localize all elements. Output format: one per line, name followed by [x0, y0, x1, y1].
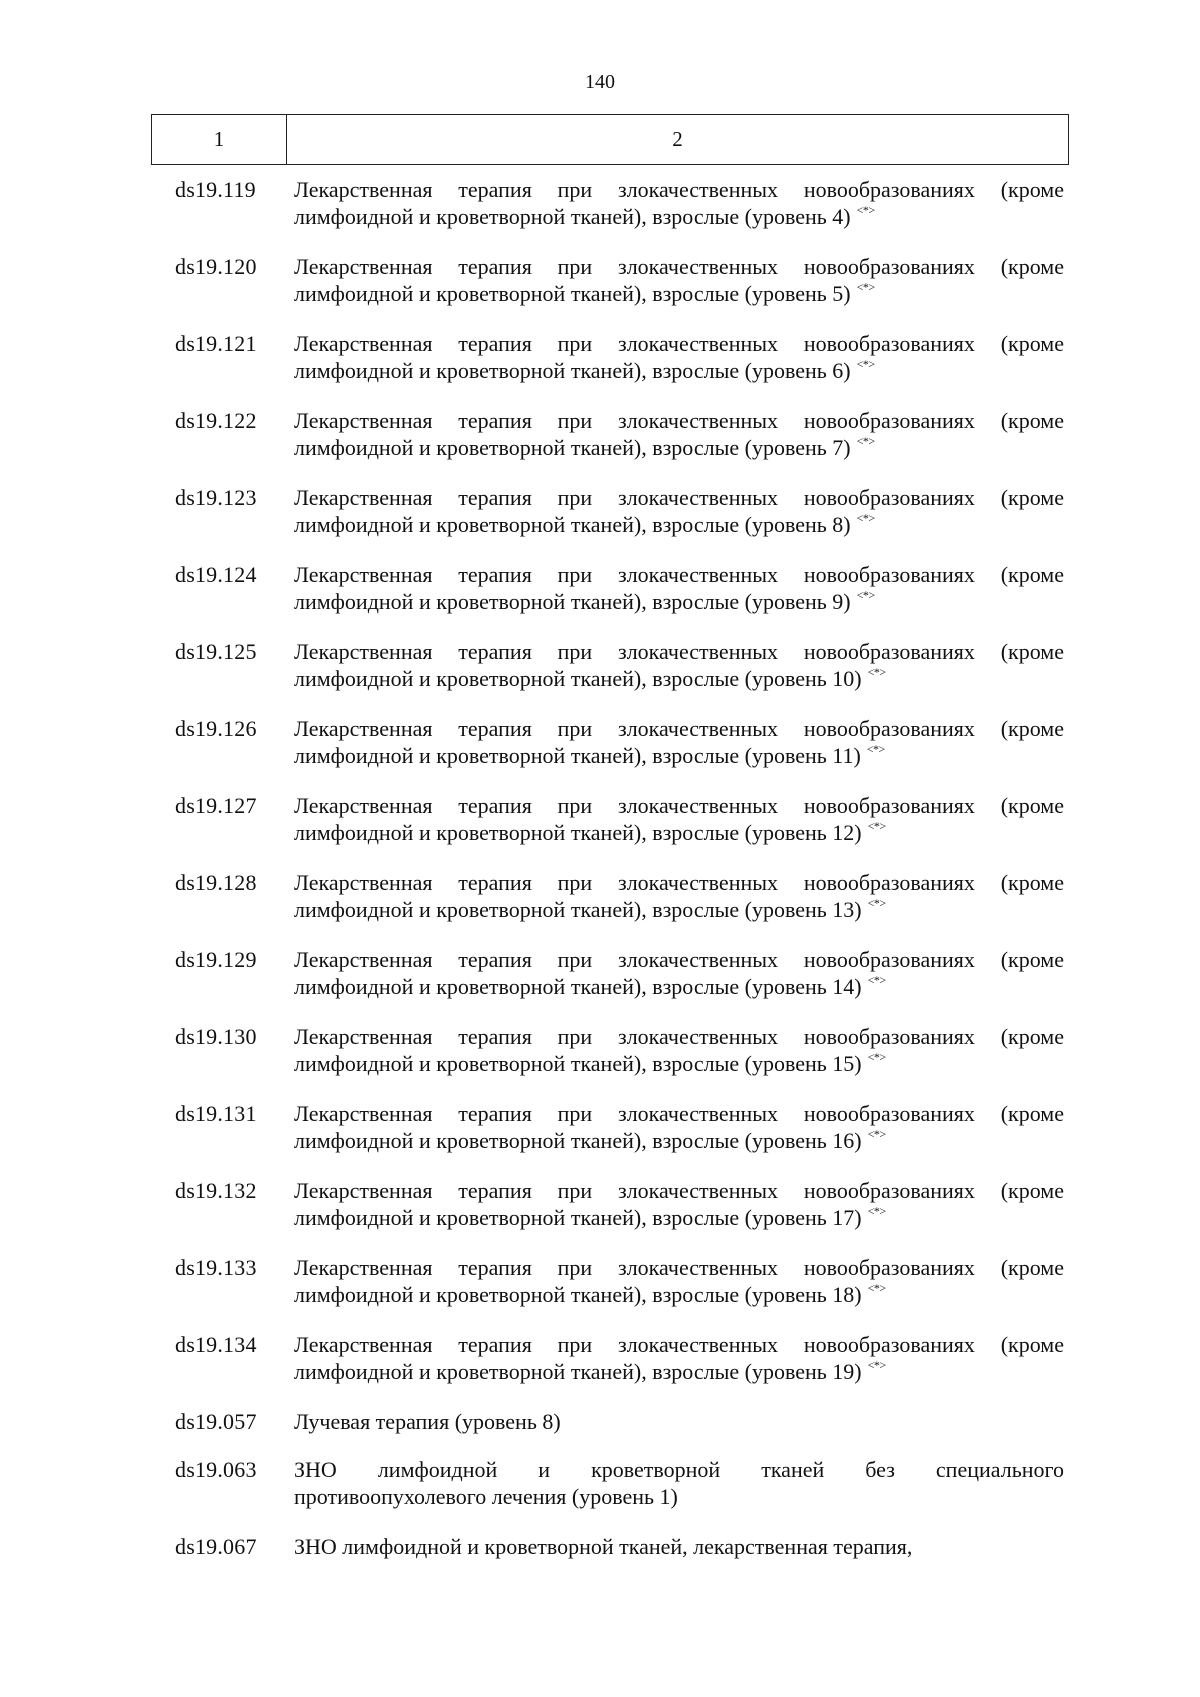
row-description-line2: лимфоидной и кроветворной тканей), взрослые (уровень 4)	[294, 204, 851, 229]
row-description-line1: Лекарственная терапия при злокачественных новообразованиях (кроме	[294, 870, 1064, 895]
row-description	[294, 561, 1064, 615]
footnote-mark: <*>	[866, 742, 885, 756]
footnote-mark: <*>	[856, 280, 875, 294]
row-description	[294, 1023, 1064, 1077]
row-description	[294, 792, 1064, 846]
row-description	[294, 1331, 1064, 1385]
row-description	[294, 1100, 1064, 1154]
row-description-line1: Лекарственная терапия при злокачественных новообразованиях (кроме	[294, 947, 1064, 972]
row-description-line2: лимфоидной и кроветворной тканей), взрослые (уровень 17)	[294, 1205, 862, 1230]
table-row	[151, 176, 1069, 230]
table-row	[151, 407, 1069, 461]
footnote-mark: <*>	[867, 665, 886, 679]
row-code: ds19.126	[175, 716, 257, 741]
table-row	[151, 1254, 1069, 1308]
row-code: ds19.121	[175, 331, 257, 356]
footnote-mark: <*>	[856, 357, 875, 371]
row-description-line2-wrap	[294, 1358, 1064, 1385]
table-row	[151, 715, 1069, 769]
row-description-line1: Лекарственная терапия при злокачественных новообразованиях (кроме	[294, 485, 1064, 510]
table-row	[151, 330, 1069, 384]
row-code: ds19.057	[175, 1409, 257, 1434]
row-description-line1: Лекарственная терапия при злокачественных новообразованиях (кроме	[294, 408, 1064, 433]
row-description	[294, 1254, 1064, 1308]
row-description-line2-wrap	[294, 973, 1064, 1000]
row-description-line1: Лекарственная терапия при злокачественных новообразованиях (кроме	[294, 716, 1064, 741]
row-description-line2-wrap	[294, 203, 1064, 230]
table-row	[151, 1023, 1069, 1077]
row-description	[294, 638, 1064, 692]
row-description-line2: лимфоидной и кроветворной тканей), взрослые (уровень 12)	[294, 820, 862, 845]
row-description	[294, 715, 1064, 769]
table-row	[151, 1456, 1069, 1510]
row-description	[294, 407, 1064, 461]
row-description-line2: противоопухолевого лечения (уровень 1)	[294, 1484, 678, 1509]
row-description-line1: Лекарственная терапия при злокачественных новообразованиях (кроме	[294, 331, 1064, 356]
footnote-mark: <*>	[856, 203, 875, 217]
row-code: ds19.067	[175, 1534, 257, 1559]
table-row	[151, 253, 1069, 307]
row-description	[294, 484, 1064, 538]
row-code: ds19.134	[175, 1332, 257, 1357]
footnote-mark: <*>	[867, 1127, 886, 1141]
table-row	[151, 484, 1069, 538]
row-description	[294, 253, 1064, 307]
row-description-line2-wrap	[294, 1281, 1064, 1308]
row-code: ds19.130	[175, 1024, 257, 1049]
row-description	[294, 176, 1064, 230]
row-description-line2-wrap	[294, 665, 1064, 692]
table-row	[151, 1408, 1069, 1435]
table-body	[151, 176, 1069, 1581]
row-description-line2-wrap	[294, 357, 1064, 384]
footnote-mark: <*>	[856, 511, 875, 525]
footnote-mark: <*>	[867, 1050, 886, 1064]
row-description-line2: лимфоидной и кроветворной тканей), взрослые (уровень 16)	[294, 1128, 862, 1153]
page-number: 140	[585, 71, 615, 93]
row-code: ds19.125	[175, 639, 257, 664]
row-description-line2-wrap	[294, 1483, 1064, 1510]
footnote-mark: <*>	[856, 434, 875, 448]
row-description	[294, 869, 1064, 923]
row-description-line2: лимфоидной и кроветворной тканей), взрослые (уровень 5)	[294, 281, 851, 306]
row-description-line1: Лекарственная терапия при злокачественных новообразованиях (кроме	[294, 254, 1064, 279]
footnote-mark: <*>	[867, 1358, 886, 1372]
footnote-mark: <*>	[867, 973, 886, 987]
row-code: ds19.128	[175, 870, 257, 895]
row-description	[294, 1533, 1064, 1560]
row-description-line2: лимфоидной и кроветворной тканей), взрослые (уровень 14)	[294, 974, 862, 999]
row-description	[294, 1408, 1064, 1435]
row-code: ds19.129	[175, 947, 257, 972]
row-description-line2: лимфоидной и кроветворной тканей), взрослые (уровень 15)	[294, 1051, 862, 1076]
table-header-col2: 2	[672, 127, 683, 151]
row-description-line2: лимфоидной и кроветворной тканей), взрослые (уровень 9)	[294, 589, 851, 614]
table-row	[151, 561, 1069, 615]
row-description-line2-wrap	[294, 280, 1064, 307]
row-code: ds19.123	[175, 485, 257, 510]
row-description-line2-wrap	[294, 819, 1064, 846]
footnote-mark: <*>	[867, 819, 886, 833]
row-description-line1: Лекарственная терапия при злокачественных новообразованиях (кроме	[294, 1178, 1064, 1203]
table-row	[151, 1177, 1069, 1231]
row-description-line1: Лекарственная терапия при злокачественных новообразованиях (кроме	[294, 1101, 1064, 1126]
row-description-line2-wrap	[294, 434, 1064, 461]
row-description-line2: лимфоидной и кроветворной тканей), взрослые (уровень 8)	[294, 512, 851, 537]
row-code: ds19.133	[175, 1255, 257, 1280]
row-description-line1: Лекарственная терапия при злокачественных новообразованиях (кроме	[294, 177, 1064, 202]
row-code: ds19.127	[175, 793, 257, 818]
row-code: ds19.122	[175, 408, 257, 433]
row-description-line2-wrap	[294, 742, 1064, 769]
row-description-line2: лимфоидной и кроветворной тканей), взрослые (уровень 19)	[294, 1359, 862, 1384]
row-description-line1: Лекарственная терапия при злокачественных новообразованиях (кроме	[294, 562, 1064, 587]
row-description-line2-wrap	[294, 1204, 1064, 1231]
row-description-line1: Лекарственная терапия при злокачественных новообразованиях (кроме	[294, 1024, 1064, 1049]
row-description-line2-wrap	[294, 1127, 1064, 1154]
table-row	[151, 946, 1069, 1000]
table-header-col1: 1	[152, 115, 287, 164]
footnote-mark: <*>	[867, 1204, 886, 1218]
row-description-line2-wrap	[294, 588, 1064, 615]
table-row	[151, 638, 1069, 692]
footnote-mark: <*>	[867, 896, 886, 910]
row-code: ds19.119	[175, 177, 256, 202]
row-code: ds19.132	[175, 1178, 257, 1203]
row-description-line1: ЗНО лимфоидной и кроветворной тканей без специального	[294, 1457, 1064, 1482]
table-row	[151, 1533, 1069, 1560]
footnote-mark: <*>	[856, 588, 875, 602]
row-description	[294, 1456, 1064, 1510]
row-description-line1: Лучевая терапия (уровень 8)	[294, 1409, 561, 1434]
row-code: ds19.120	[175, 254, 257, 279]
row-description-line2-wrap	[294, 1050, 1064, 1077]
row-description-line2: лимфоидной и кроветворной тканей), взрослые (уровень 18)	[294, 1282, 862, 1307]
row-description	[294, 946, 1064, 1000]
row-description-line2: лимфоидной и кроветворной тканей), взрослые (уровень 11)	[294, 743, 861, 768]
row-description-line1: Лекарственная терапия при злокачественных новообразованиях (кроме	[294, 1255, 1064, 1280]
table-row	[151, 1100, 1069, 1154]
row-description-line2-wrap	[294, 511, 1064, 538]
row-code: ds19.124	[175, 562, 257, 587]
table-row	[151, 792, 1069, 846]
row-description-line1: Лекарственная терапия при злокачественных новообразованиях (кроме	[294, 639, 1064, 664]
row-description	[294, 1177, 1064, 1231]
row-code: ds19.131	[175, 1101, 257, 1126]
table-header	[151, 114, 1069, 165]
row-description-line2: лимфоидной и кроветворной тканей), взрослые (уровень 13)	[294, 897, 862, 922]
row-description-line2: лимфоидной и кроветворной тканей), взрослые (уровень 10)	[294, 666, 862, 691]
row-description-line2: лимфоидной и кроветворной тканей), взрослые (уровень 7)	[294, 435, 851, 460]
row-description-line2: лимфоидной и кроветворной тканей), взрослые (уровень 6)	[294, 358, 851, 383]
row-description-line2-wrap	[294, 896, 1064, 923]
row-description-line1: Лекарственная терапия при злокачественных новообразованиях (кроме	[294, 793, 1064, 818]
row-description	[294, 330, 1064, 384]
table-row	[151, 1331, 1069, 1385]
footnote-mark: <*>	[867, 1281, 886, 1295]
row-description-line1: ЗНО лимфоидной и кроветворной тканей, лекарственная терапия,	[294, 1534, 913, 1559]
row-description-line1: Лекарственная терапия при злокачественных новообразованиях (кроме	[294, 1332, 1064, 1357]
row-code: ds19.063	[175, 1457, 257, 1482]
table-row	[151, 869, 1069, 923]
